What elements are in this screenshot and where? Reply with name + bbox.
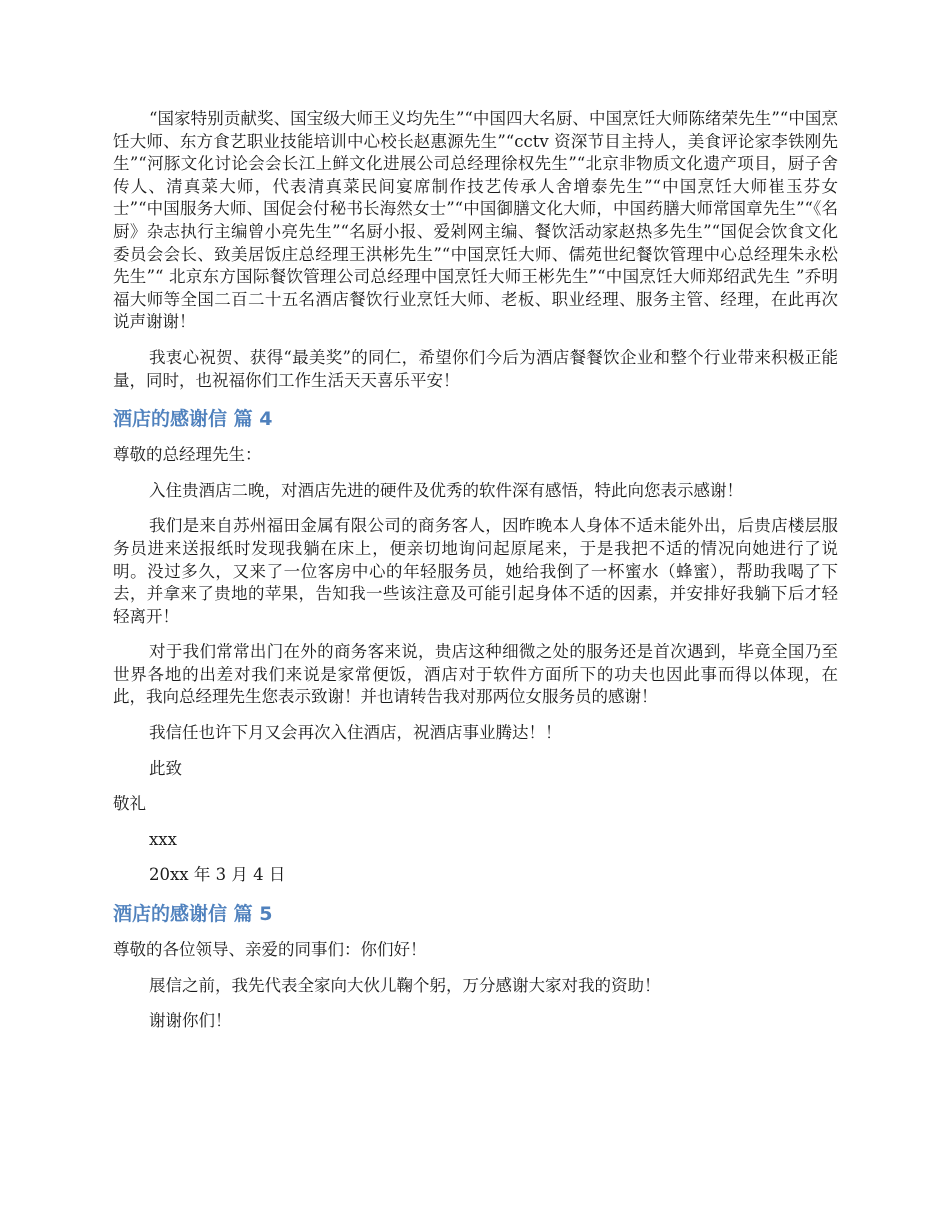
section-heading: 酒店的感谢信 篇 5 (113, 903, 273, 926)
body-paragraph: 展信之前，我先代表全家向大伙儿鞠个躬，万分感谢大家对我的资助！ (149, 975, 661, 995)
body-paragraph: 谢谢你们！ (149, 1011, 232, 1031)
body-paragraph: 我们是来自苏州福田金属有限公司的商务客人，因昨晚本人身体不适未能外出，后贵店楼层服务员进来送报纸时发现我躺在床上，便亲切地询问起原尾来，于是我把不适的情况向她进行了说明。没过多久，又来了一位客房中心的年轻服务员，她给我倒了一杯蜜水（蜂蜜），帮助我喝了下去，并拿来了贵地的苹果，告知我一些该注意及可能引起身体不适的因素，并安排好我躺下后才轻轻离开！ (113, 516, 838, 626)
closing-salute: 敬礼 (113, 794, 146, 814)
salutation: 尊敬的各位领导、亲爱的同事们：你们好！ (113, 940, 427, 960)
body-paragraph: 我信任也许下月又会再次入住酒店，祝酒店事业腾达！！ (149, 723, 562, 743)
salutation: 尊敬的总经理先生： (113, 445, 262, 465)
closing-line: 此致 (149, 758, 182, 778)
body-paragraph: 对于我们常常出门在外的商务客来说，贵店这种细微之处的服务还是首次遇到，毕竟全国乃至世界各地的出差对我们来说是家常便饭，酒店对于软件方面所下的功夫也因此事而得以体现，在此，我向总经理先生您表示致谢！并也请转告我对那两位女服务员的感谢！ (113, 642, 838, 707)
signature: xxx (149, 829, 177, 849)
body-paragraph: 入住贵酒店二晚，对酒店先进的硬件及优秀的软件深有感悟，特此向您表示感谢！ (149, 480, 743, 500)
body-paragraph: “国家特别贡献奖、国宝级大师王义均先生”“中国四大名厨、中国烹饪大师陈绪荣先生”“中国烹饪大师、东方食艺职业技能培训中心校长赵惠源先生”“cctv 资深节目主持人，美食评论家李铁刚先生”“河豚文化讨论会会长江上鲜文化进展公司总经理徐权先生”“北京非物质文化遗产项目，厨子舍传人、清真菜大师，代表清真菜民间宴席制作技艺传承人舍增泰先生”“中国烹饪大师崔玉芬女士”“中国服务大师、国促会付秘书长海然女士”“中国御膳文化大师，中国药膳大师常国章先生”“《名厨》杂志执行主编曾小亮先生”“名厨小报、爱剁网主编、餐饮活动家赵热多先生”“国促会饮食文化委员会会长、致美居饭庄总经理王洪彬先生”“中国烹饪大师、儒苑世纪餐饮管理中心总经理朱永松先生”“ 北京东方国际餐饮管理公司总经理中国烹饪大师王彬先生”“中国烹饪大师郑绍武先生 ”乔明福大师等全国二百二十五名酒店餐饮行业烹饪大师、老板、职业经理、服务主管、经理，在此再次说声谢谢！ (113, 109, 838, 332)
letter-date: 20xx 年 3 月 4 日 (149, 865, 286, 885)
body-paragraph: 我衷心祝贺、获得“最美奖”的同仁，希望你们今后为酒店餐餐饮企业和整个行业带来积极正能量，同时，也祝福你们工作生活天天喜乐平安！ (113, 347, 838, 390)
section-heading: 酒店的感谢信 篇 4 (113, 408, 273, 431)
